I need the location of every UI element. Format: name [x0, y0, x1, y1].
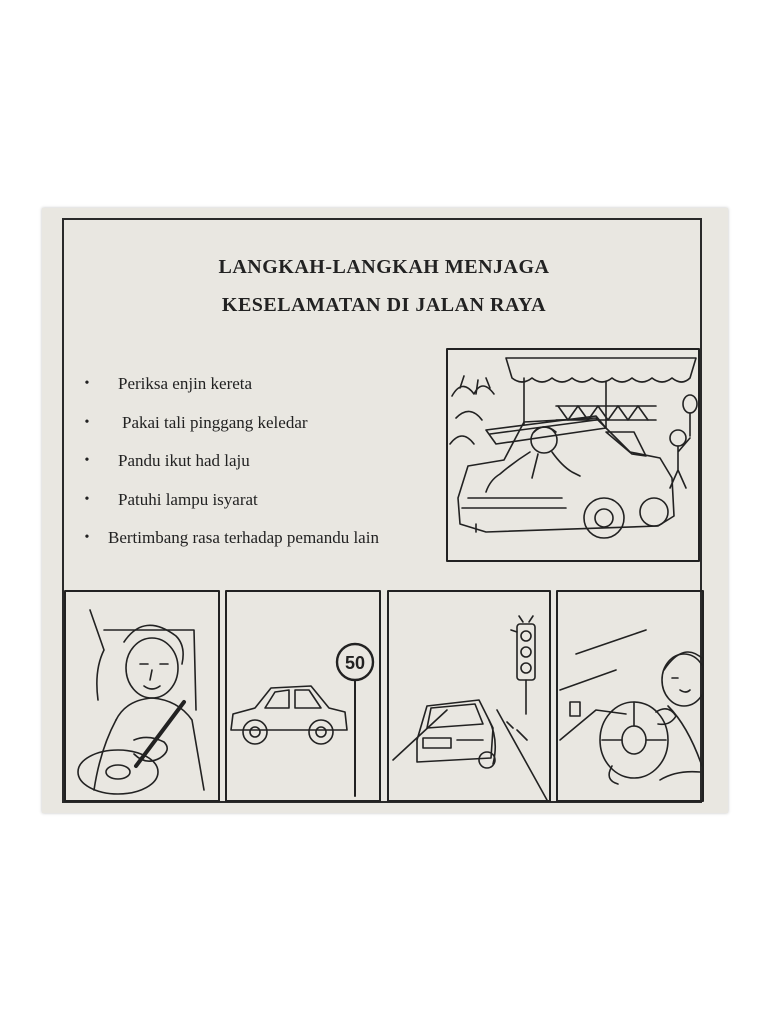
list-item — [78, 528, 438, 567]
list-item — [78, 451, 438, 490]
illustration-panels — [64, 590, 704, 805]
courteous-driver-illustration — [556, 590, 712, 802]
list-item-text: Pandu ikut had laju — [118, 451, 250, 470]
list-item-text: Bertimbang rasa terhadap pemandu lain — [108, 528, 379, 547]
worksheet-frame — [62, 218, 702, 803]
list-item-text: Patuhi lampu isyarat — [118, 489, 258, 509]
bullet-icon: • — [84, 491, 90, 507]
traffic-light-car-illustration — [387, 590, 543, 802]
bullet-icon: • — [84, 376, 90, 391]
title-line-1: LANGKAH-LANGKAH MENJAGA — [218, 256, 550, 278]
list-item — [78, 490, 438, 529]
list-item-text: Pakai tali pinggang keledar — [122, 412, 308, 432]
worksheet-photo — [42, 208, 728, 813]
bullet-icon: • — [84, 530, 90, 545]
bullet-icon: • — [84, 453, 90, 468]
safety-steps-list — [78, 374, 438, 567]
seatbelt-illustration — [64, 590, 220, 802]
list-item-text: Periksa enjin kereta — [118, 374, 253, 393]
speed-sign-text: 50 — [344, 653, 366, 673]
title-line-2: KESELAMATAN DI JALAN RAYA — [221, 294, 547, 316]
list-item — [78, 374, 438, 413]
bullet-icon: • — [84, 414, 90, 430]
speed-limit-car-illustration — [225, 590, 381, 802]
car-engine-check-illustration — [446, 348, 700, 562]
list-item — [78, 413, 438, 452]
